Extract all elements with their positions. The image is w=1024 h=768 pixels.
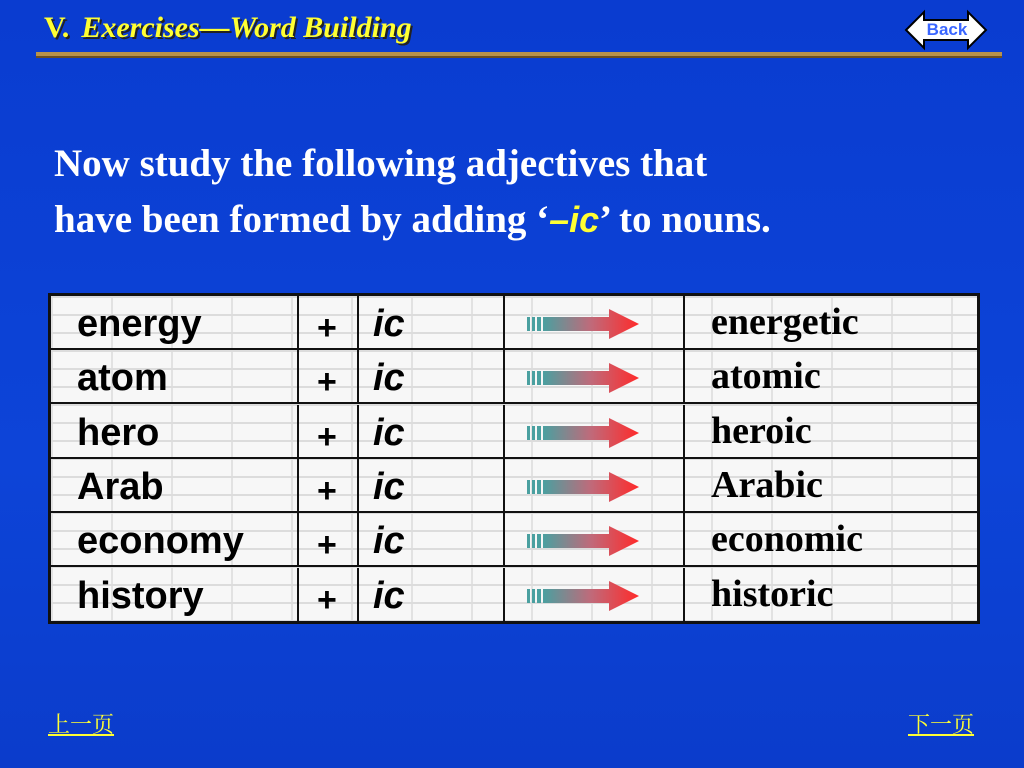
suffix-cell bbox=[359, 568, 505, 622]
plus-cell bbox=[299, 459, 359, 511]
noun-text: Arab bbox=[77, 465, 164, 508]
suffix-cell bbox=[359, 350, 505, 402]
plus-cell bbox=[299, 296, 359, 348]
instruction-text bbox=[54, 136, 954, 248]
table-row bbox=[51, 350, 977, 404]
adjective-cell bbox=[685, 568, 977, 622]
word-building-table bbox=[48, 293, 980, 624]
back-label: Back bbox=[926, 20, 968, 39]
right-arrow-icon bbox=[527, 525, 641, 562]
adjective-cell bbox=[685, 350, 977, 402]
next-page-link[interactable]: 下一页 bbox=[908, 713, 975, 738]
arrow-cell bbox=[505, 405, 685, 457]
instruction-line-2 bbox=[54, 192, 954, 248]
noun-cell bbox=[51, 568, 299, 622]
adjective-text: historic bbox=[711, 572, 834, 615]
noun-cell bbox=[51, 513, 299, 565]
arrow-cell bbox=[505, 513, 685, 565]
plus-cell bbox=[299, 513, 359, 565]
back-button[interactable] bbox=[902, 8, 990, 52]
suffix-text: ic bbox=[373, 520, 405, 563]
plus-sign: + bbox=[317, 417, 337, 456]
noun-text: hero bbox=[77, 411, 160, 454]
noun-text: atom bbox=[77, 357, 168, 400]
table-row bbox=[51, 405, 977, 459]
adjective-text: heroic bbox=[711, 409, 812, 452]
title-divider bbox=[36, 52, 1002, 56]
suffix-highlight: –ic bbox=[549, 199, 600, 240]
adjective-cell bbox=[685, 513, 977, 565]
noun-cell bbox=[51, 350, 299, 402]
suffix-text: ic bbox=[373, 303, 405, 345]
suffix-cell bbox=[359, 459, 505, 511]
instruction-line-2-start: have been formed by adding ‘ bbox=[54, 198, 550, 241]
noun-text: energy bbox=[77, 303, 202, 345]
suffix-text: ic bbox=[373, 574, 405, 617]
arrow-cell bbox=[505, 350, 685, 402]
plus-sign: + bbox=[317, 363, 337, 402]
adjective-text: economic bbox=[711, 518, 863, 561]
arrow-cell bbox=[505, 459, 685, 511]
suffix-cell bbox=[359, 513, 505, 565]
section-number: V. bbox=[44, 11, 70, 44]
adjective-text: Arabic bbox=[711, 463, 823, 506]
prev-page-link[interactable]: 上一页 bbox=[48, 713, 115, 738]
title-text: Exercises—Word Building bbox=[81, 11, 412, 44]
right-arrow-icon bbox=[527, 308, 641, 345]
adjective-text: atomic bbox=[711, 355, 821, 398]
plus-sign: + bbox=[317, 526, 337, 565]
right-arrow-icon bbox=[527, 580, 641, 617]
adjective-cell bbox=[685, 459, 977, 511]
adjective-cell bbox=[685, 405, 977, 457]
right-arrow-icon bbox=[527, 417, 641, 454]
noun-text: economy bbox=[77, 520, 244, 563]
instruction-line-1: Now study the following adjectives that bbox=[54, 142, 708, 185]
plus-cell bbox=[299, 350, 359, 402]
plus-cell bbox=[299, 568, 359, 622]
suffix-cell bbox=[359, 405, 505, 457]
right-arrow-icon bbox=[527, 362, 641, 399]
plus-sign: + bbox=[317, 309, 337, 347]
noun-cell bbox=[51, 459, 299, 511]
plus-cell bbox=[299, 405, 359, 457]
right-arrow-icon bbox=[527, 471, 641, 508]
table-row bbox=[51, 513, 977, 567]
noun-cell bbox=[51, 296, 299, 348]
slide-title bbox=[44, 8, 412, 48]
arrow-cell bbox=[505, 296, 685, 348]
plus-sign: + bbox=[317, 471, 337, 510]
noun-cell bbox=[51, 405, 299, 457]
noun-text: history bbox=[77, 574, 204, 617]
instruction-line-2-end: ’ to nouns. bbox=[599, 198, 771, 241]
suffix-text: ic bbox=[373, 357, 405, 400]
plus-sign: + bbox=[317, 580, 337, 619]
suffix-cell bbox=[359, 296, 505, 348]
adjective-cell bbox=[685, 296, 977, 348]
arrow-cell bbox=[505, 568, 685, 622]
suffix-text: ic bbox=[373, 411, 405, 454]
table-row bbox=[51, 296, 977, 350]
table-row bbox=[51, 568, 977, 622]
suffix-text: ic bbox=[373, 465, 405, 508]
table-row bbox=[51, 459, 977, 513]
adjective-text: energetic bbox=[711, 301, 859, 343]
